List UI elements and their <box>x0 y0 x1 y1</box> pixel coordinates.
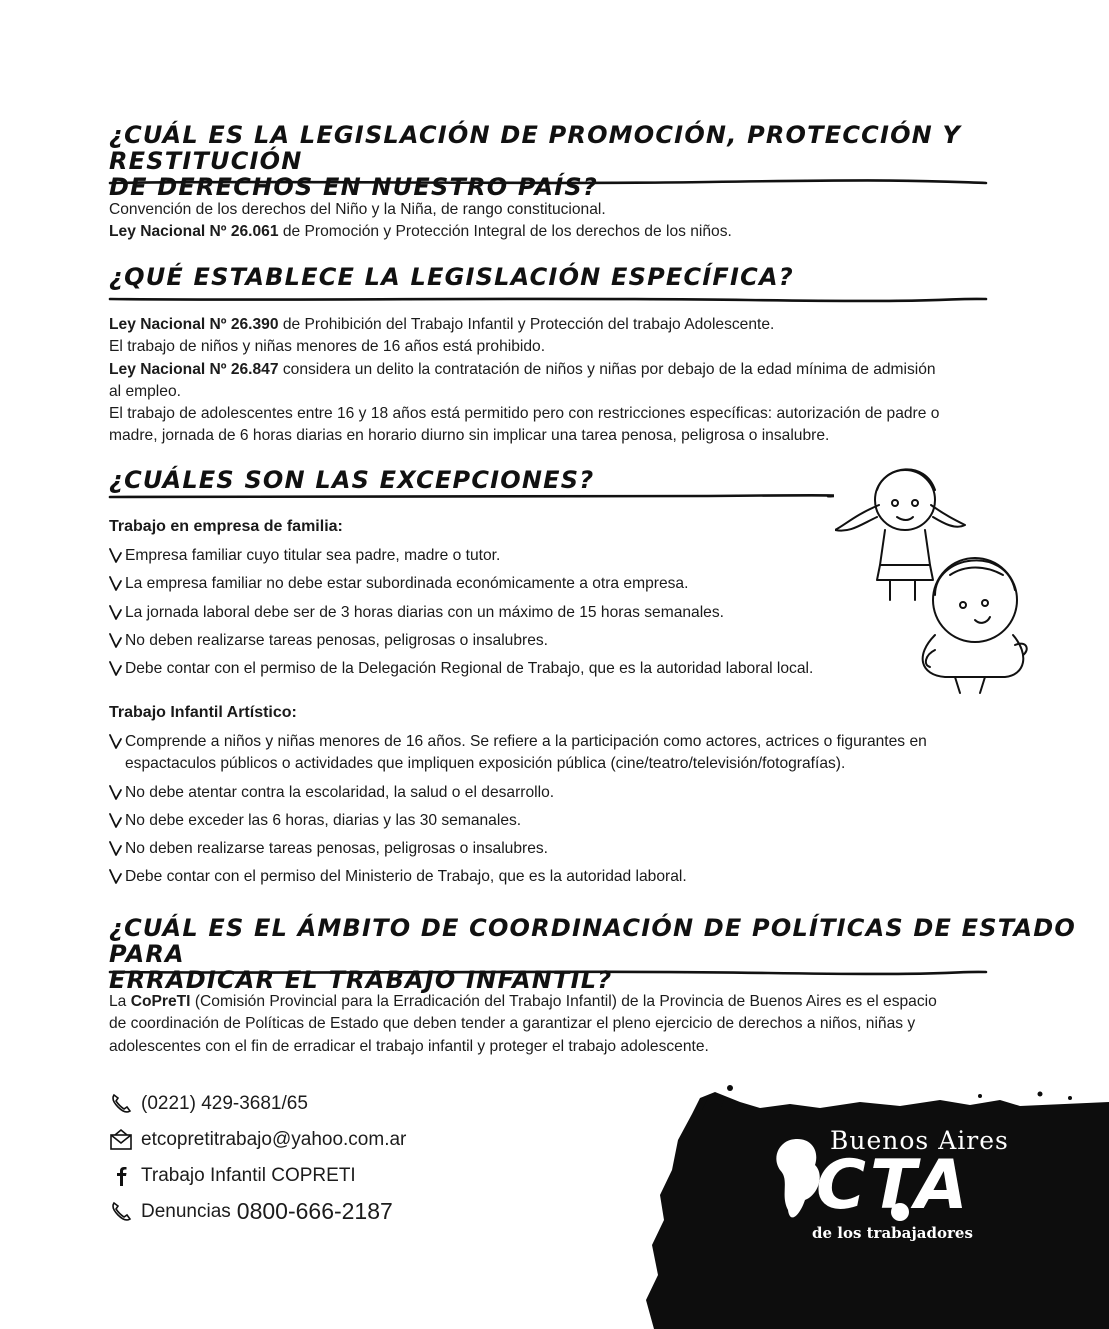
artistic-work-title: Trabajo Infantil Artístico: <box>109 704 297 721</box>
legislation-line1: Convención de los derechos del Niño y la Niña, de rango constitucional. <box>109 201 606 218</box>
contact-phone: (0221) 429-3681/65 <box>109 1092 308 1116</box>
legislation-line2: Ley Nacional Nº 26.061 de Promoción y Protección Integral de los derechos de los niños. <box>109 223 732 241</box>
family-work-list <box>109 545 813 686</box>
phone-icon <box>109 1092 133 1116</box>
arrow-bullet-icon <box>109 785 123 801</box>
logo-region: Buenos Aires <box>830 1126 1009 1155</box>
list-item: Debe contar con el permiso del Ministerio de Trabajo, que es la autoridad laboral. <box>109 866 927 888</box>
specific-heading: ¿QUÉ ESTABLECE LA LEGISLACIÓN ESPECÍFICA? <box>109 263 794 291</box>
arrow-bullet-icon <box>109 661 123 677</box>
legislation-text <box>109 199 991 244</box>
logo-acronym: CTA <box>816 1146 972 1225</box>
list-item: La empresa familiar no debe estar subordinada económicamente a otra empresa. <box>109 573 813 595</box>
list-item: No debe exceder las 6 horas, diarias y las 30 semanales. <box>109 810 927 832</box>
list-item: Empresa familiar cuyo titular sea padre, madre o tutor. <box>109 545 813 567</box>
heading-underline <box>108 178 988 186</box>
children-illustration <box>835 455 1035 695</box>
arrow-bullet-icon <box>109 576 123 592</box>
list-item: No debe atentar contra la escolaridad, la salud o el desarrollo. <box>109 782 927 804</box>
arrow-bullet-icon <box>109 605 123 621</box>
heading-underline <box>108 295 988 303</box>
exceptions-heading: ¿CUÁLES SON LAS EXCEPCIONES? <box>109 466 595 494</box>
law-26390: Ley Nacional Nº 26.390 <box>109 316 279 333</box>
legislation-heading-line2: DE DERECHOS EN NUESTRO PAÍS? <box>109 173 599 201</box>
list-item: Debe contar con el permiso de la Delegación Regional de Trabajo, que es la autoridad laboral local. <box>109 658 813 680</box>
facebook-icon <box>109 1164 133 1188</box>
cta-logo-area <box>640 1080 1109 1329</box>
list-item: No deben realizarse tareas penosas, peligrosas o insalubres. <box>109 838 927 860</box>
legislation-heading <box>109 122 1109 200</box>
arrow-bullet-icon <box>109 813 123 829</box>
list-item: Comprende a niños y niñas menores de 16 años. Se refiere a la participación como actores, actrices o figurantes en espactaculos públicos o actividades que impliquen exposición pública (cine/teatro/televisión/fotografías). <box>109 731 927 776</box>
contact-email[interactable]: etcopretitrabajo@yahoo.com.ar <box>109 1128 406 1152</box>
arrow-bullet-icon <box>109 633 123 649</box>
family-work-title: Trabajo en empresa de familia: <box>109 518 343 535</box>
logo-tagline: de los trabajadores <box>812 1224 973 1242</box>
envelope-icon <box>109 1128 133 1152</box>
list-item: No deben realizarse tareas penosas, peligrosas o insalubres. <box>109 630 813 652</box>
law-26847: Ley Nacional Nº 26.847 <box>109 360 279 378</box>
heading-underline <box>108 968 988 976</box>
coordination-heading: ¿CUÁL ES EL ÁMBITO DE COORDINACIÓN DE POLÍTICAS DE ESTADO PARA ERRADICAR EL TRABAJO INFANTIL? <box>109 914 1076 994</box>
artistic-work-list <box>109 731 927 895</box>
arrow-bullet-icon <box>109 734 123 750</box>
arrow-bullet-icon <box>109 869 123 885</box>
legislation-heading-line1: ¿CUÁL ES LA LEGISLACIÓN DE PROMOCIÓN, PROTECCIÓN Y RESTITUCIÓN <box>109 121 962 175</box>
specific-text: Ley Nacional Nº 26.390 de Prohibición del Trabajo Infantil y Protección del trabajo Adolescente. El trabajo de niños y niñas menores de 16 años está prohibido. Ley Nacional Nº 26.847 considera un delito la contratación de niños y niñas por debajo de la edad mínima de admisión al empleo. El trabajo de adolescentes entre 16 y 18 años está permitido pero con restricciones específicas: autorización de padre o madre, jornada de 6 horas diarias en horario diurno sin implicar una tarea penosa, peligrosa o insalubre. <box>109 316 940 445</box>
copreti: CoPreTI <box>130 993 191 1010</box>
arrow-bullet-icon <box>109 841 123 857</box>
coordination-text: La CoPreTI (Comisión Provincial para la Erradicación del Trabajo Infantil) de la Provincia de Buenos Aires es el espacio de coordinación de Políticas de Estado que deben tender a garantizar el pleno ejercicio de derechos a niños, niñas y adolescentes con el fin de erradicar el trabajo infantil y proteger el trabajo adolescente. <box>109 993 937 1055</box>
list-item: La jornada laboral debe ser de 3 horas diarias con un máximo de 15 horas semanales. <box>109 602 813 624</box>
heading-underline <box>108 492 834 500</box>
contact-facebook[interactable]: Trabajo Infantil COPRETI <box>109 1164 356 1188</box>
law-26061: Ley Nacional Nº 26.061 <box>109 223 279 241</box>
arrow-bullet-icon <box>109 548 123 564</box>
phone-icon <box>109 1200 133 1224</box>
contact-complaints: Denuncias 0800-666-2187 <box>109 1198 393 1225</box>
